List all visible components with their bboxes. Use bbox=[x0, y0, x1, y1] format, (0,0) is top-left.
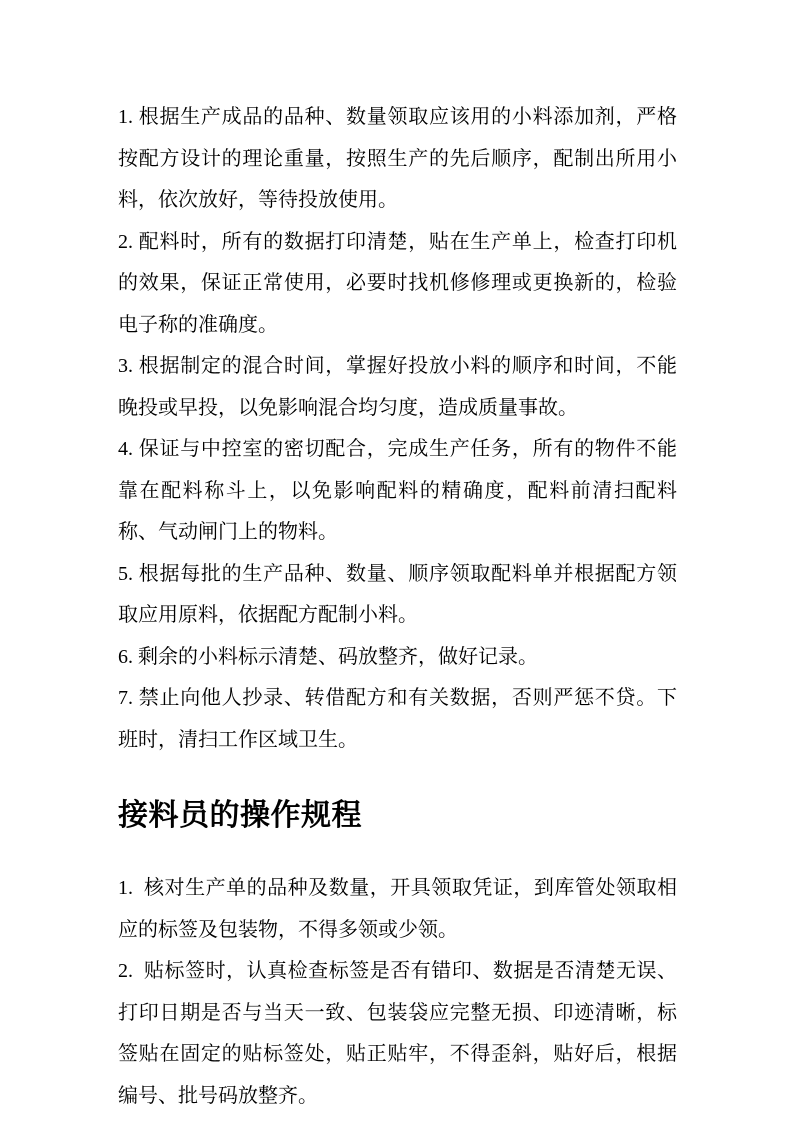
numbered-paragraph-5: 5. 根据每批的生产品种、数量、顺序领取配料单并根据配方领取应用原料，依据配方配制小料。 bbox=[118, 562, 677, 626]
section-heading: 接料员的操作规程 bbox=[118, 799, 362, 832]
numbered-paragraph-9: 2. 贴标签时，认真检查标签是否有错印、数据是否清楚无误、打印日期是否与当天一致、包装袋应完整无损、印迹清晰，标签贴在固定的贴标签处，贴正贴牢，不得歪斜，贴好后，根据编号、批号码放整齐。 bbox=[118, 960, 677, 1107]
numbered-paragraph-6: 6. 剩余的小料标示清楚、码放整齐，做好记录。 bbox=[118, 645, 538, 668]
numbered-paragraph-2: 2. 配料时，所有的数据打印清楚，贴在生产单上，检查打印机的效果，保证正常使用，必要时找机修修理或更换新的，检验电子称的准确度。 bbox=[118, 230, 677, 336]
numbered-paragraph-8: 1. 核对生产单的品种及数量，开具领取凭证，到库管处领取相应的标签及包装物，不得多领或少领。 bbox=[118, 877, 677, 941]
numbered-paragraph-3: 3. 根据制定的混合时间，掌握好投放小料的顺序和时间，不能晚投或早投，以免影响混合均匀度，造成质量事故。 bbox=[118, 355, 677, 419]
numbered-paragraph-4: 4. 保证与中控室的密切配合，完成生产任务，所有的物件不能靠在配料称斗上，以免影响配料的精确度，配料前清扫配料称、气动闸门上的物料。 bbox=[118, 438, 677, 543]
numbered-paragraph-1: 1. 根据生产成品的品种、数量领取应该用的小料添加剂，严格按配方设计的理论重量，按照生产的先后顺序，配制出所用小料，依次放好，等待投放使用。 bbox=[118, 106, 677, 211]
numbered-paragraph-7: 7. 禁止向他人抄录、转借配方和有关数据，否则严惩不贷。下班时，清扫工作区域卫生。 bbox=[118, 687, 677, 751]
